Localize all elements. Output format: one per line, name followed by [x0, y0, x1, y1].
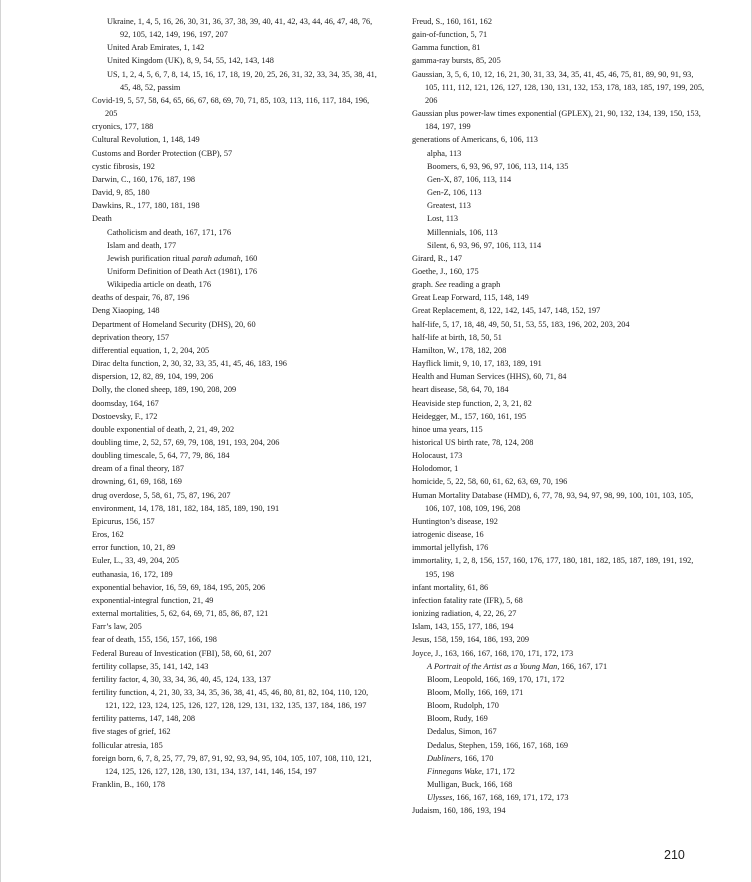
index-entry: Federal Bureau of Investication (FBI), 58, 60, 61, 207: [92, 648, 272, 658]
index-entry: iatrogenic disease, 16: [412, 530, 484, 540]
index-entry: hinoe uma years, 115: [412, 424, 483, 434]
index-subentry: Lost, 113: [427, 214, 459, 224]
entry-italic-text: A Portrait of the Artist as a Young Man: [427, 661, 558, 671]
index-column-left: [92, 15, 382, 791]
index-entry: Goethe, J., 160, 175: [412, 266, 479, 276]
index-entry: Heaviside step function, 2, 3, 21, 82: [412, 398, 532, 408]
index-entry: Covid-19, 5, 57, 58, 64, 65, 66, 67, 68, 69, 70, 71, 85, 103, 113, 116, 117, 184, 196, 205: [92, 95, 370, 119]
index-entry: doomsday, 164, 167: [92, 398, 159, 408]
entry-text: , 171, 172: [481, 766, 515, 776]
index-entry: deprivation theory, 157: [92, 332, 170, 342]
index-entry: Hamilton, W., 178, 182, 208: [412, 345, 507, 355]
index-entry: half-life at birth, 18, 50, 51: [412, 332, 502, 342]
index-subentry: Millennials, 106, 113: [427, 227, 498, 237]
index-entry: dispersion, 12, 82, 89, 104, 199, 206: [92, 372, 214, 382]
index-entry: differential equation, 1, 2, 204, 205: [92, 345, 210, 355]
index-entry: Holocaust, 173: [412, 451, 463, 461]
page-edge-left: [0, 0, 1, 882]
index-entry: heart disease, 58, 64, 70, 184: [412, 385, 509, 395]
index-entry: exponential behavior, 16, 59, 69, 184, 195, 205, 206: [92, 582, 266, 592]
index-entry: follicular atresia, 185: [92, 740, 163, 750]
index-entry: gain-of-function, 5, 71: [412, 30, 488, 40]
index-subentry: [412, 791, 708, 804]
index-entry: five stages of grief, 162: [92, 727, 171, 737]
index-entry: fertility patterns, 147, 148, 208: [92, 714, 196, 724]
index-entry: Jesus, 158, 159, 164, 186, 193, 209: [412, 635, 530, 645]
index-entry: [412, 278, 708, 291]
index-entry: Great Leap Forward, 115, 148, 149: [412, 293, 529, 303]
index-entry: Epicurus, 156, 157: [92, 516, 155, 526]
index-subentry: Dedalus, Stephen, 159, 166, 167, 168, 169: [427, 740, 569, 750]
index-subentry: Dedalus, Simon, 167: [427, 727, 497, 737]
index-entry: environment, 14, 178, 181, 182, 184, 185, 189, 190, 191: [92, 503, 280, 513]
page-number: 210: [664, 848, 685, 862]
index-subentry: [412, 660, 708, 673]
entry-italic-text: See: [435, 280, 447, 290]
index-entry: Eros, 162: [92, 530, 124, 540]
index-entry: Huntington’s disease, 192: [412, 516, 498, 526]
index-entry: exponential-integral function, 21, 49: [92, 595, 214, 605]
index-subentry: Bloom, Rudolph, 170: [427, 701, 499, 711]
index-entry: Gaussian plus power-law times exponential (GPLEX), 21, 90, 132, 134, 139, 150, 153, 184, 197, 199: [412, 109, 701, 132]
index-subentry: Mulligan, Buck, 166, 168: [427, 780, 513, 790]
index-entry: Heidegger, M., 157, 160, 161, 195: [412, 411, 527, 421]
index-entry: Deng Xiaoping, 148: [92, 306, 160, 316]
index-subentry: Greatest, 113: [427, 201, 471, 211]
index-entry: fertility collapse, 35, 141, 142, 143: [92, 661, 209, 671]
index-subentry: US, 1, 2, 4, 5, 6, 7, 8, 14, 15, 16, 17, 18, 19, 20, 25, 26, 31, 32, 33, 34, 35, 38, 41, 45, 48, 52, passim: [107, 69, 377, 92]
index-subentry: Silent, 6, 93, 96, 97, 106, 113, 114: [427, 240, 542, 250]
index-entry: Gaussian, 3, 5, 6, 10, 12, 16, 21, 30, 31, 33, 34, 35, 41, 45, 46, 75, 81, 89, 90, 91, 93, 105, 111, 112, 121, 126, 127, 128, 130, 131, 132, 153, 178, 183, 185, 197, 199, 205, 206: [412, 69, 705, 105]
index-entry: cryonics, 177, 188: [92, 122, 154, 132]
index-entry: Darwin, C., 160, 176, 187, 198: [92, 174, 196, 184]
index-entry: Judaism, 160, 186, 193, 194: [412, 806, 506, 816]
index-subentry: alpha, 113: [427, 148, 462, 158]
entry-text: reading a graph: [446, 280, 501, 290]
entry-text: , 160: [240, 253, 258, 263]
index-entry: euthanasia, 16, 172, 189: [92, 569, 173, 579]
index-entry: error function, 10, 21, 89: [92, 543, 176, 553]
index-entry: fertility factor, 4, 30, 33, 34, 36, 40, 45, 124, 133, 137: [92, 674, 271, 684]
index-entry: Freud, S., 160, 161, 162: [412, 17, 492, 26]
index-subentry: United Arab Emirates, 1, 142: [107, 43, 205, 53]
index-entry: Cultural Revolution, 1, 148, 149: [92, 135, 200, 145]
index-entry: immortal jellyfish, 176: [412, 543, 489, 553]
entry-text: , 166, 170: [460, 753, 494, 763]
index-subentry: Bloom, Molly, 166, 169, 171: [427, 687, 524, 697]
index-subentry: Gen-Z, 106, 113: [427, 188, 482, 198]
index-entry: Death: [92, 214, 112, 224]
index-entry: infant mortality, 61, 86: [412, 582, 489, 592]
entry-italic-text: Dubliners: [427, 753, 461, 763]
index-entry: Farr’s law, 205: [92, 622, 142, 632]
index-subentry: Ukraine, 1, 4, 5, 16, 26, 30, 31, 36, 37, 38, 39, 40, 41, 42, 43, 44, 46, 47, 48, 76, 92, 105, 142, 149, 196, 197, 207: [107, 17, 373, 40]
index-subentry: [92, 252, 382, 265]
index-subentry: Bloom, Leopold, 166, 169, 170, 171, 172: [427, 674, 565, 684]
index-subentry: Boomers, 6, 93, 96, 97, 106, 113, 114, 135: [427, 161, 569, 171]
index-entry: gamma-ray bursts, 85, 205: [412, 56, 501, 66]
index-entry: Great Replacement, 8, 122, 142, 145, 147, 148, 152, 197: [412, 306, 601, 316]
index-entry: cystic fibrosis, 192: [92, 161, 155, 171]
entry-italic-text: Ulysses: [427, 793, 453, 803]
entry-text: Jewish purification ritual: [107, 253, 193, 263]
index-entry: Department of Homeland Security (DHS), 20, 60: [92, 319, 256, 329]
index-entry: Islam, 143, 155, 177, 186, 194: [412, 622, 514, 632]
index-entry: external mortalities, 5, 62, 64, 69, 71, 85, 86, 87, 121: [92, 609, 269, 619]
index-entry: Gamma function, 81: [412, 43, 481, 53]
index-subentry: [412, 752, 708, 765]
entry-text: graph.: [412, 280, 436, 290]
index-entry: Hayflick limit, 9, 10, 17, 183, 189, 191: [412, 359, 542, 369]
index-entry: Holodomor, 1: [412, 464, 459, 474]
index-subentry: Catholicism and death, 167, 171, 176: [107, 227, 231, 237]
index-subentry: Uniform Definition of Death Act (1981), 176: [107, 266, 258, 276]
index-entry: fertility function, 4, 21, 30, 33, 34, 35, 36, 38, 41, 45, 46, 80, 81, 82, 104, 110, 120, 121, 122, 123, 124, 125, 126, 127, 128, 129, 131, 132, 135, 137, 184, 186, 197: [92, 687, 369, 711]
index-entry: Dirac delta function, 2, 30, 32, 33, 35, 41, 45, 46, 183, 196: [92, 359, 287, 369]
index-entry: drug overdose, 5, 58, 61, 75, 87, 196, 207: [92, 490, 231, 500]
index-entry: ionizing radiation, 4, 22, 26, 27: [412, 609, 517, 619]
entry-italic-text: Finnegans Wake: [427, 766, 482, 776]
index-entry: Human Mortality Database (HMD), 6, 77, 78, 93, 94, 97, 98, 99, 100, 101, 103, 105, 106, 107, 108, 109, 196, 208: [412, 490, 694, 513]
index-entry: drowning, 61, 69, 168, 169: [92, 477, 182, 487]
index-entry: Dawkins, R., 177, 180, 181, 198: [92, 201, 200, 211]
index-entry: homicide, 5, 22, 58, 60, 61, 62, 63, 69, 70, 196: [412, 477, 568, 487]
index-entry: foreign born, 6, 7, 8, 25, 77, 79, 87, 91, 92, 93, 94, 95, 104, 105, 107, 108, 110, 121, 124, 125, 126, 127, 128, 130, 131, 134, 137, 141, 146, 154, 197: [92, 753, 372, 776]
index-entry: double exponential of death, 2, 21, 49, 202: [92, 424, 235, 434]
index-entry: David, 9, 85, 180: [92, 188, 150, 198]
index-entry: Customs and Border Protection (CBP), 57: [92, 148, 233, 158]
index-entry: historical US birth rate, 78, 124, 208: [412, 438, 534, 447]
entry-text: , 166, 167, 171: [557, 661, 608, 671]
index-subentry: Gen-X, 87, 106, 113, 114: [427, 174, 512, 184]
index-entry: fear of death, 155, 156, 157, 166, 198: [92, 635, 217, 645]
index-subentry: United Kingdom (UK), 8, 9, 54, 55, 142, 143, 148: [107, 56, 274, 66]
index-entry: Dolly, the cloned sheep, 189, 190, 208, 209: [92, 385, 237, 395]
entry-italic-text: parah adumah: [192, 253, 241, 263]
index-subentry: Bloom, Rudy, 169: [427, 714, 488, 724]
index-entry: doubling time, 2, 52, 57, 69, 79, 108, 191, 193, 204, 206: [92, 438, 280, 447]
index-subentry: [412, 765, 708, 778]
index-subentry: Islam and death, 177: [107, 240, 177, 250]
index-column-right: [412, 15, 708, 818]
index-entry: Joyce, J., 163, 166, 167, 168, 170, 171, 172, 173: [412, 648, 574, 658]
index-entry: deaths of despair, 76, 87, 196: [92, 293, 190, 303]
index-entry: infection fatality rate (IFR), 5, 68: [412, 595, 523, 605]
index-subentry: Wikipedia article on death, 176: [107, 280, 212, 290]
index-entry: Girard, R., 147: [412, 253, 463, 263]
index-entry: Franklin, B., 160, 178: [92, 780, 166, 790]
index-entry: immortality, 1, 2, 8, 156, 157, 160, 176, 177, 180, 181, 182, 185, 187, 189, 191, 192, 195, 198: [412, 556, 694, 579]
index-entry: dream of a final theory, 187: [92, 464, 185, 474]
index-entry: half-life, 5, 17, 18, 48, 49, 50, 51, 53, 55, 183, 196, 202, 203, 204: [412, 319, 630, 329]
index-entry: Health and Human Services (HHS), 60, 71, 84: [412, 372, 567, 382]
index-entry: doubling timescale, 5, 64, 77, 79, 86, 184: [92, 451, 230, 461]
entry-text: , 166, 167, 168, 169, 171, 172, 173: [452, 793, 569, 803]
index-entry: Euler, L., 33, 49, 204, 205: [92, 556, 180, 566]
index-entry: generations of Americans, 6, 106, 113: [412, 135, 538, 145]
index-entry: Dostoevsky, F., 172: [92, 411, 158, 421]
